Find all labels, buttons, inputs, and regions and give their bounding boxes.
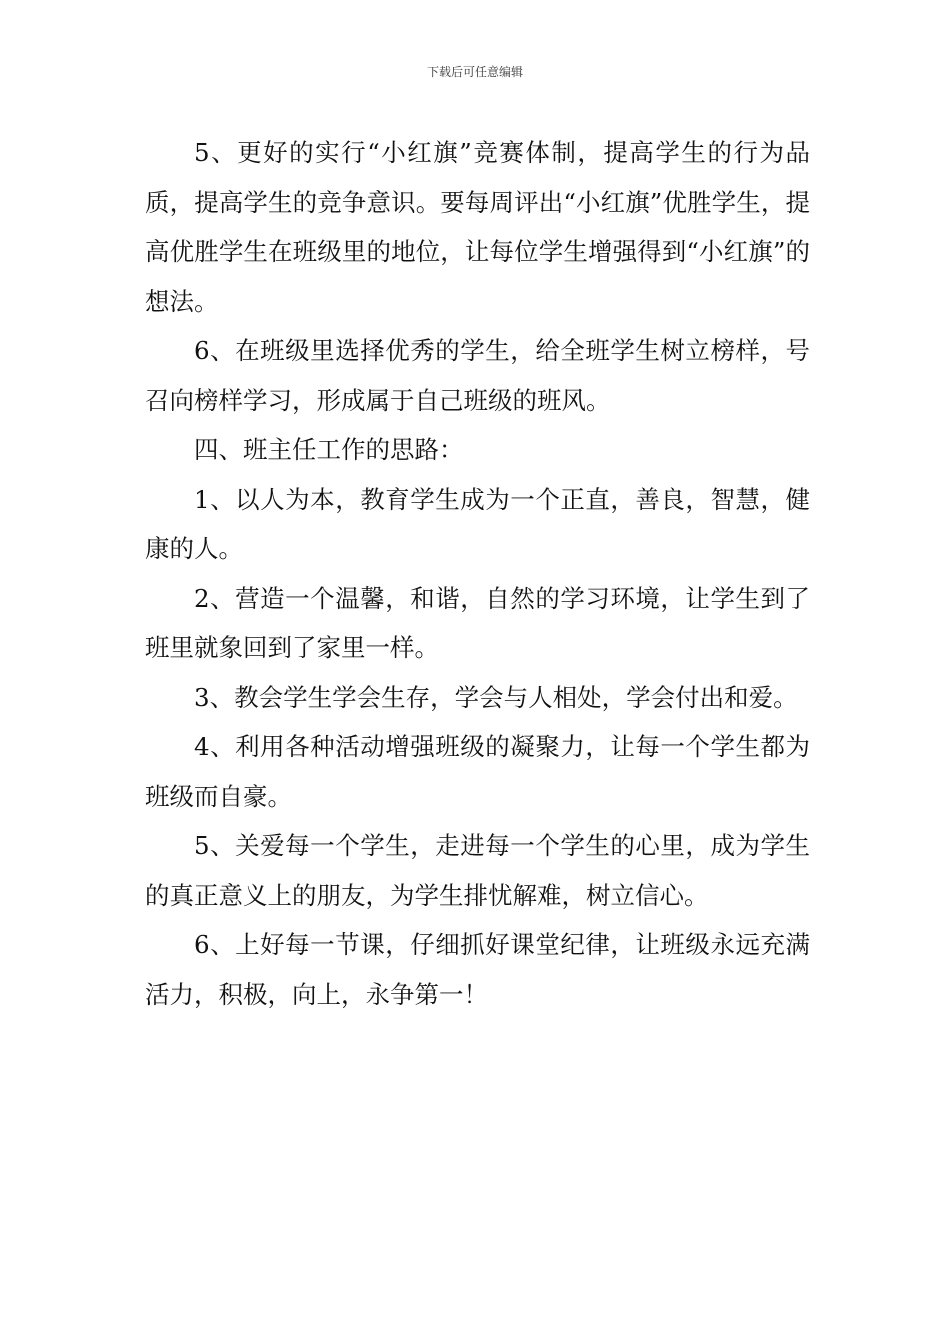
section-heading-four: 四、班主任工作的思路： [194,435,464,464]
paragraph-item-5-red-flag: 5、更好的实行“小红旗”竞赛体制，提高学生的行为品质，提高学生的竞争意识。要每周评出“小红旗”优胜学生，提高优胜学生在班级里的地位，让每位学生增强得到“小红旗”的想法。 [145,138,810,316]
paragraph-item-6: 6、上好每一节课，仔细抓好课堂纪律，让班级永远充满活力，积极，向上，永争第一！ [145,930,810,1009]
paragraph-item-4: 4、利用各种活动增强班级的凝聚力，让每一个学生都为班级而自豪。 [145,732,810,811]
page-header: 下载后可任意编辑 [426,65,523,79]
paragraph-item-5: 5、关爱每一个学生，走进每一个学生的心里，成为学生的真正意义上的朋友，为学生排忧解难，树立信心。 [145,831,810,910]
document-body [145,128,810,1019]
paragraph-item-1: 1、以人为本，教育学生成为一个正直，善良，智慧，健康的人。 [145,484,810,563]
paragraph-item-3: 3、教会学生学会生存，学会与人相处，学会付出和爱。 [194,682,798,712]
paragraph-item-2: 2、营造一个温馨，和谐，自然的学习环境，让学生到了班里就象回到了家里一样。 [145,583,810,662]
paragraph-item-6-role-model: 6、在班级里选择优秀的学生，给全班学生树立榜样，号召向榜样学习，形成属于自己班级的班风。 [145,336,810,415]
